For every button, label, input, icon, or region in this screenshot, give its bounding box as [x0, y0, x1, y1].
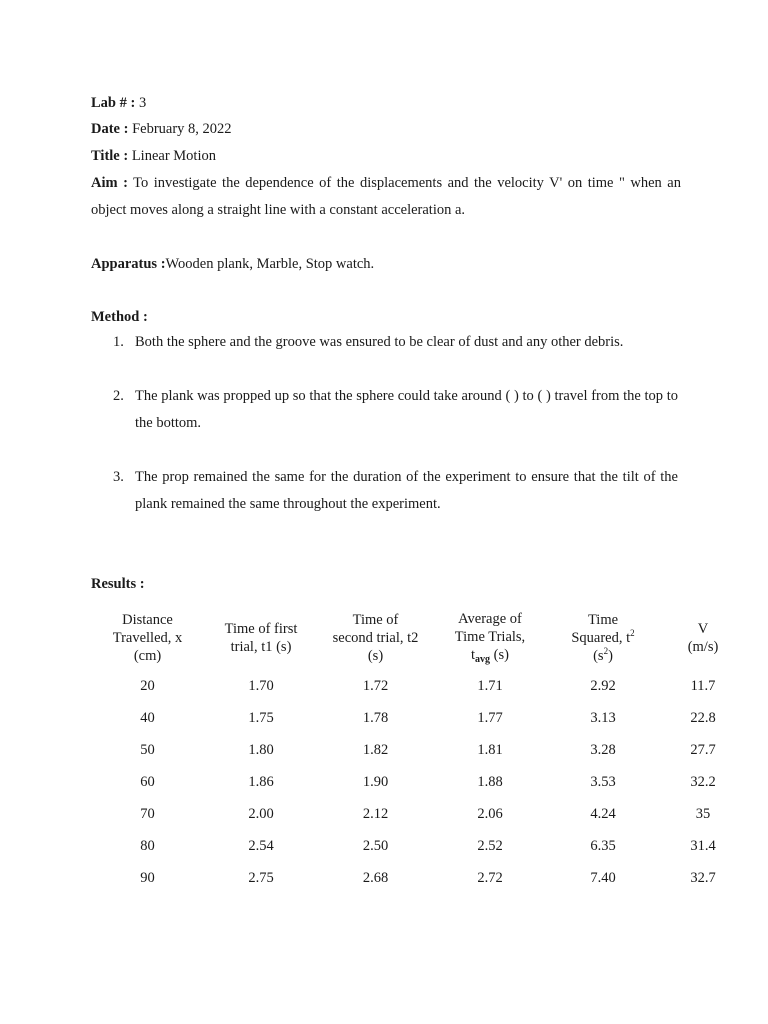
table-cell: 31.4 [690, 837, 716, 854]
table-row [91, 766, 747, 798]
lab-number-value: 3 [138, 95, 147, 111]
table-cell: 2.75 [248, 869, 274, 886]
table-cell: 90 [140, 869, 155, 886]
table-row [91, 798, 747, 830]
title-value: Linear Motion [131, 148, 216, 164]
results-heading: Results : [91, 576, 145, 592]
table-cell: 3.28 [590, 741, 616, 758]
table-cell: 1.78 [362, 709, 389, 726]
header-time-squared: Time Squared, $t^2$ $(s^2)$ [571, 612, 635, 664]
table-cell: 6.35 [590, 837, 616, 854]
method-heading: Method : [91, 309, 148, 325]
table-cell: 2.54 [248, 837, 274, 854]
method-item-number: 3. [113, 469, 124, 485]
table-cell: 32.2 [690, 773, 716, 790]
table-row [91, 670, 747, 702]
results-header-row [91, 606, 747, 670]
table-row [91, 830, 747, 862]
table-cell: 3.13 [590, 709, 616, 726]
table-row [91, 862, 747, 894]
apparatus-value: Wooden plank, Marble, Stop watch. [165, 256, 375, 272]
header-time-second-trial: Time of second trial, t2 (s) [332, 612, 419, 664]
table-cell: 2.92 [590, 677, 616, 694]
table-cell: 27.7 [690, 741, 716, 758]
header-time-first-trial: Time of first trial, t1 (s) [224, 621, 298, 655]
header-average-time: Average of Time Trials, $t_{avg}$ (s) [454, 611, 526, 665]
table-cell: 1.82 [362, 741, 389, 758]
header-distance: Distance Travelled, x (cm) [112, 612, 183, 664]
date-label: Date : [91, 121, 129, 137]
table-cell: 2.50 [362, 837, 389, 854]
table-row [91, 702, 747, 734]
method-item-text: The plank was propped up so that the sphere could take around ( ) to ( ) travel from the top to the bottom. [135, 388, 678, 431]
table-cell: 1.80 [248, 741, 274, 758]
table-cell: 1.72 [362, 677, 389, 694]
results-table [91, 606, 747, 894]
header-velocity: V (m/s) [687, 621, 719, 655]
table-cell: 20 [140, 677, 155, 694]
table-cell: 1.77 [477, 709, 503, 726]
table-cell: 1.88 [477, 773, 503, 790]
date-value: February 8, 2022 [132, 121, 232, 137]
apparatus-line [91, 255, 374, 273]
table-cell: 1.81 [477, 741, 503, 758]
table-cell: 1.75 [248, 709, 274, 726]
table-cell: 80 [140, 837, 155, 854]
table-cell: 22.8 [690, 709, 716, 726]
method-item-3 [113, 464, 678, 518]
table-cell: 32.7 [690, 869, 716, 886]
table-cell: 2.06 [477, 805, 503, 822]
table-cell: 4.24 [590, 805, 616, 822]
method-item-text: The prop remained the same for the duration of the experiment to ensure that the tilt of the plank remained the same throughout the experiment. [135, 469, 678, 512]
table-cell: 7.40 [590, 869, 616, 886]
aim-label: Aim : [91, 175, 128, 191]
table-cell: 35 [695, 805, 711, 822]
table-cell: 11.7 [690, 677, 716, 694]
title-line [91, 147, 216, 165]
table-cell: 50 [140, 741, 155, 758]
lab-number-line [91, 94, 146, 112]
table-cell: 40 [140, 709, 155, 726]
table-cell: 2.00 [248, 805, 274, 822]
method-item-2 [113, 383, 678, 437]
table-row [91, 734, 747, 766]
lab-number-label: Lab # : [91, 95, 136, 111]
method-item-number: 1. [113, 334, 124, 350]
aim-value: To investigate the dependence of the displacements and the velocity V' on time " when an object moves along a straight line with a constant acceleration a. [91, 175, 681, 218]
method-item-number: 2. [113, 388, 124, 404]
table-cell: 1.86 [248, 773, 274, 790]
method-item-1 [113, 329, 678, 356]
table-cell: 1.70 [248, 677, 274, 694]
aim-paragraph [91, 170, 681, 224]
method-item-text: Both the sphere and the groove was ensured to be clear of dust and any other debris. [135, 334, 624, 350]
table-cell: 2.12 [362, 805, 389, 822]
table-cell: 70 [140, 805, 155, 822]
apparatus-label: Apparatus : [91, 256, 166, 272]
table-cell: 60 [140, 773, 155, 790]
table-cell: 2.72 [477, 869, 503, 886]
date-line [91, 120, 232, 138]
table-cell: 2.52 [477, 837, 503, 854]
table-cell: 2.68 [362, 869, 389, 886]
table-cell: 1.90 [362, 773, 389, 790]
table-cell: 3.53 [590, 773, 616, 790]
table-cell: 1.71 [477, 677, 503, 694]
title-label: Title : [91, 148, 129, 164]
